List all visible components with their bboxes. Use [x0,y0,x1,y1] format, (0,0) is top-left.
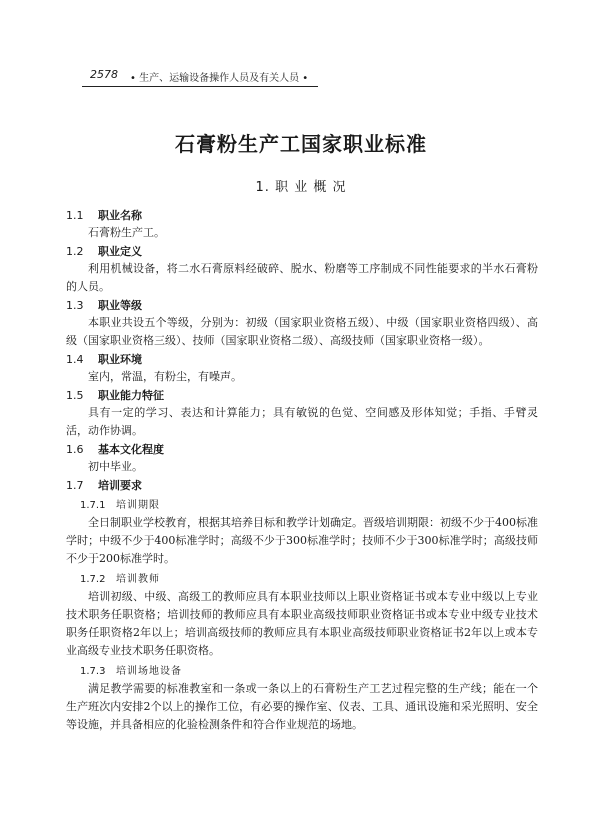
subsection-heading: 1.7.2 培训教师 [80,574,160,585]
section-text: 培训初级、中级、高级工的教师应具有本职业技师以上职业资格证书或本专业中级以上专业技术职务任职资格；培训技师的教师应具有本职业高级技师职业资格证书或本专业中级专业技术职务任职资格2年以上；培训高级技师的教师应具有本职业高级技师职业资格证书2年以上或本专业高级专业技术职务任职资格。 [66,590,538,657]
running-header [82,66,318,87]
document-body [66,206,538,734]
section-text: 满足教学需要的标准教室和一条或一条以上的石膏粉生产工艺过程完整的生产线；能在一个生产班次内安排2个以上的操作工位，有必要的操作室、仪表、工具、通讯设施和采光照明、安全等设施，并具备相应的化验检测条件和符合作业规范的场地。 [66,682,538,731]
section-heading: 1.3 职业等级 [66,299,142,312]
section-heading: 1.5 职业能力特征 [66,389,164,402]
section-text: 具有一定的学习、表达和计算能力；具有敏锐的色觉、空间感及形体知觉；手指、手臂灵活，动作协调。 [66,406,538,437]
subsection-heading: 1.7.3 培训场地设备 [80,666,182,677]
chapter-heading: 1. 职 业 概 况 [255,180,347,195]
section-heading: 1.7 培训要求 [66,479,142,492]
running-title: • 生产、运输设备操作人员及有关人员 • [130,73,309,84]
section-heading: 1.2 职业定义 [66,245,142,258]
document-title: 石膏粉生产工国家职业标准 [175,132,427,156]
section-text: 全日制职业学校教育，根据其培养目标和教学计划确定。晋级培训期限：初级不少于400标准学时；中级不少于400标准学时；高级不少于300标准学时；技师不少于300标准学时；高级技师不少于200标准学时。 [66,516,538,565]
page-number: 2578 [90,68,118,81]
section-text: 室内，常温，有粉尘，有噪声。 [88,370,242,383]
section-heading: 1.4 职业环境 [66,353,142,366]
section-heading: 1.1 职业名称 [66,209,142,222]
section-heading: 1.6 基本文化程度 [66,443,164,456]
section-text: 石膏粉生产工。 [88,226,165,239]
section-text: 本职业共设五个等级，分别为：初级（国家职业资格五级）、中级（国家职业资格四级）、高级（国家职业资格三级）、技师（国家职业资格二级）、高级技师（国家职业资格一级）。 [66,316,538,347]
subsection-heading: 1.7.1 培训期限 [80,500,160,511]
section-text: 利用机械设备，将二水石膏原料经破碎、脱水、粉磨等工序制成不同性能要求的半水石膏粉的人员。 [66,262,538,293]
section-text: 初中毕业。 [88,460,143,473]
